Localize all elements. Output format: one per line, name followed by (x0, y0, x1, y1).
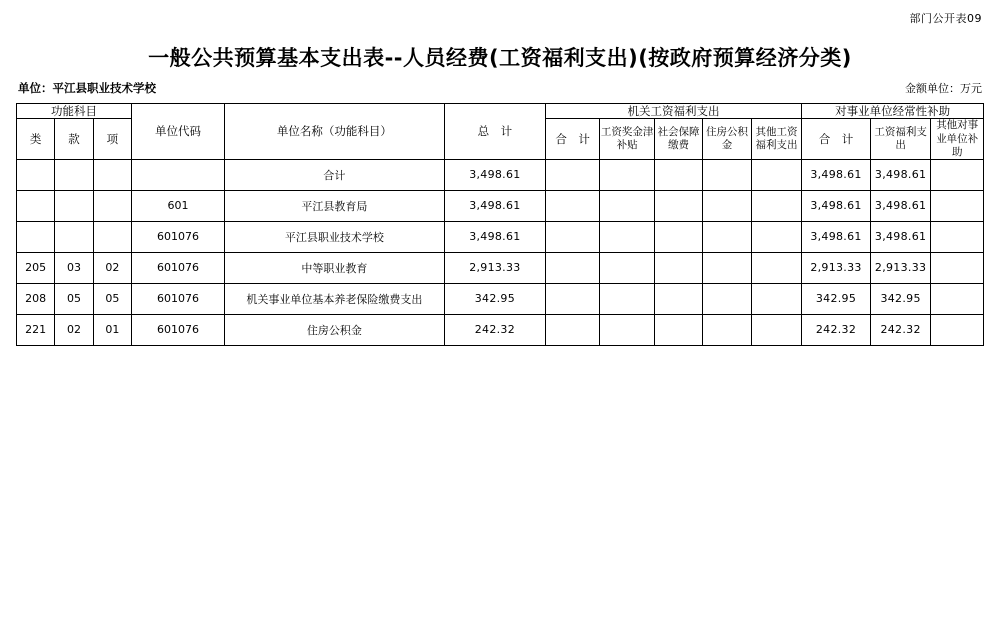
cell-inst-other (931, 252, 984, 283)
header-org-housing-fund: 住房公积金 (703, 119, 751, 159)
cell-org-other-salary (751, 190, 801, 221)
cell-inst-salary: 2,913.33 (870, 252, 931, 283)
header-group-org-salary: 机关工资福利支出 (545, 104, 801, 119)
cell-total: 2,913.33 (444, 252, 545, 283)
cell-org-social-insurance (654, 159, 702, 190)
cell-unit-code: 601076 (132, 221, 225, 252)
cell-unit-name: 平江县职业技术学校 (224, 221, 444, 252)
budget-table (16, 103, 984, 346)
table-body (17, 159, 984, 345)
header-unit-code: 单位代码 (132, 104, 225, 160)
cell-inst-other (931, 314, 984, 345)
cell-kuan: 02 (55, 314, 93, 345)
cell-inst-other (931, 221, 984, 252)
cell-org-social-insurance (654, 252, 702, 283)
cell-inst-total: 3,498.61 (802, 190, 871, 221)
cell-lei (17, 221, 55, 252)
cell-org-total (545, 190, 600, 221)
cell-org-total (545, 252, 600, 283)
cell-inst-other (931, 190, 984, 221)
header-unit-name: 单位名称（功能科目） (224, 104, 444, 160)
cell-org-total (545, 314, 600, 345)
table-row (17, 190, 984, 221)
cell-unit-code: 601076 (132, 314, 225, 345)
cell-org-other-salary (751, 159, 801, 190)
cell-org-housing-fund (703, 314, 751, 345)
cell-inst-salary: 342.95 (870, 283, 931, 314)
cell-inst-other (931, 159, 984, 190)
table-row (17, 283, 984, 314)
header-inst-other: 其他对事业单位补助 (931, 119, 984, 159)
page-title: 一般公共预算基本支出表--人员经费(工资福利支出)(按政府预算经济分类) (148, 46, 852, 70)
cell-inst-salary: 3,498.61 (870, 221, 931, 252)
cell-org-salary-bonus (600, 159, 655, 190)
cell-kuan: 05 (55, 283, 93, 314)
cell-org-other-salary (751, 314, 801, 345)
header-inst-total: 合 计 (802, 119, 871, 159)
cell-lei: 205 (17, 252, 55, 283)
cell-org-housing-fund (703, 190, 751, 221)
header-kuan: 款 (55, 119, 93, 159)
cell-org-salary-bonus (600, 252, 655, 283)
cell-inst-other (931, 283, 984, 314)
header-lei: 类 (17, 119, 55, 159)
table-row (17, 252, 984, 283)
cell-org-housing-fund (703, 221, 751, 252)
cell-inst-total: 3,498.61 (802, 221, 871, 252)
cell-unit-name: 平江县教育局 (224, 190, 444, 221)
cell-inst-total: 2,913.33 (802, 252, 871, 283)
cell-inst-salary: 242.32 (870, 314, 931, 345)
table-header-row-1 (17, 104, 984, 119)
header-xiang: 项 (93, 119, 131, 159)
header-function-subject: 功能科目 (17, 104, 132, 119)
cell-total: 342.95 (444, 283, 545, 314)
cell-org-housing-fund (703, 252, 751, 283)
cell-unit-name: 住房公积金 (224, 314, 444, 345)
cell-total: 3,498.61 (444, 159, 545, 190)
cell-inst-salary: 3,498.61 (870, 190, 931, 221)
cell-total: 242.32 (444, 314, 545, 345)
cell-kuan (55, 221, 93, 252)
header-org-other-salary: 其他工资福利支出 (751, 119, 801, 159)
cell-total: 3,498.61 (444, 221, 545, 252)
cell-org-salary-bonus (600, 283, 655, 314)
cell-inst-total: 342.95 (802, 283, 871, 314)
header-org-social-insurance: 社会保障缴费 (654, 119, 702, 159)
header-org-salary-bonus: 工资奖金津补贴 (600, 119, 655, 159)
cell-unit-name: 中等职业教育 (224, 252, 444, 283)
cell-unit-code: 601076 (132, 252, 225, 283)
cell-xiang (93, 190, 131, 221)
cell-kuan (55, 190, 93, 221)
cell-lei: 221 (17, 314, 55, 345)
header-group-institution-subsidy: 对事业单位经常性补助 (802, 104, 984, 119)
table-row (17, 314, 984, 345)
header-org-total: 合 计 (545, 119, 600, 159)
cell-inst-total: 3,498.61 (802, 159, 871, 190)
cell-org-social-insurance (654, 283, 702, 314)
cell-org-salary-bonus (600, 314, 655, 345)
header-total: 总 计 (444, 104, 545, 160)
cell-org-housing-fund (703, 283, 751, 314)
cell-org-salary-bonus (600, 221, 655, 252)
cell-unit-name: 机关事业单位基本养老保险缴费支出 (224, 283, 444, 314)
cell-org-other-salary (751, 283, 801, 314)
cell-org-total (545, 159, 600, 190)
cell-inst-total: 242.32 (802, 314, 871, 345)
cell-org-total (545, 221, 600, 252)
cell-lei: 208 (17, 283, 55, 314)
cell-unit-code: 601076 (132, 283, 225, 314)
cell-kuan (55, 159, 93, 190)
cell-xiang: 05 (93, 283, 131, 314)
cell-xiang (93, 221, 131, 252)
cell-lei (17, 190, 55, 221)
header-inst-salary: 工资福利支出 (870, 119, 931, 159)
form-code-label: 部门公开表09 (909, 12, 982, 25)
cell-inst-salary: 3,498.61 (870, 159, 931, 190)
cell-org-other-salary (751, 252, 801, 283)
table-row (17, 221, 984, 252)
cell-unit-name: 合计 (224, 159, 444, 190)
cell-org-salary-bonus (600, 190, 655, 221)
cell-xiang: 01 (93, 314, 131, 345)
meta-row (18, 80, 982, 96)
amount-unit-label: 金额单位：万元 (905, 82, 982, 95)
table-row (17, 159, 984, 190)
cell-org-social-insurance (654, 221, 702, 252)
unit-label: 单位：平江县职业技术学校 (18, 81, 156, 95)
cell-xiang (93, 159, 131, 190)
cell-org-social-insurance (654, 314, 702, 345)
cell-org-housing-fund (703, 159, 751, 190)
cell-lei (17, 159, 55, 190)
cell-kuan: 03 (55, 252, 93, 283)
cell-org-social-insurance (654, 190, 702, 221)
cell-unit-code (132, 159, 225, 190)
cell-unit-code: 601 (132, 190, 225, 221)
cell-total: 3,498.61 (444, 190, 545, 221)
cell-org-total (545, 283, 600, 314)
cell-org-other-salary (751, 221, 801, 252)
cell-xiang: 02 (93, 252, 131, 283)
